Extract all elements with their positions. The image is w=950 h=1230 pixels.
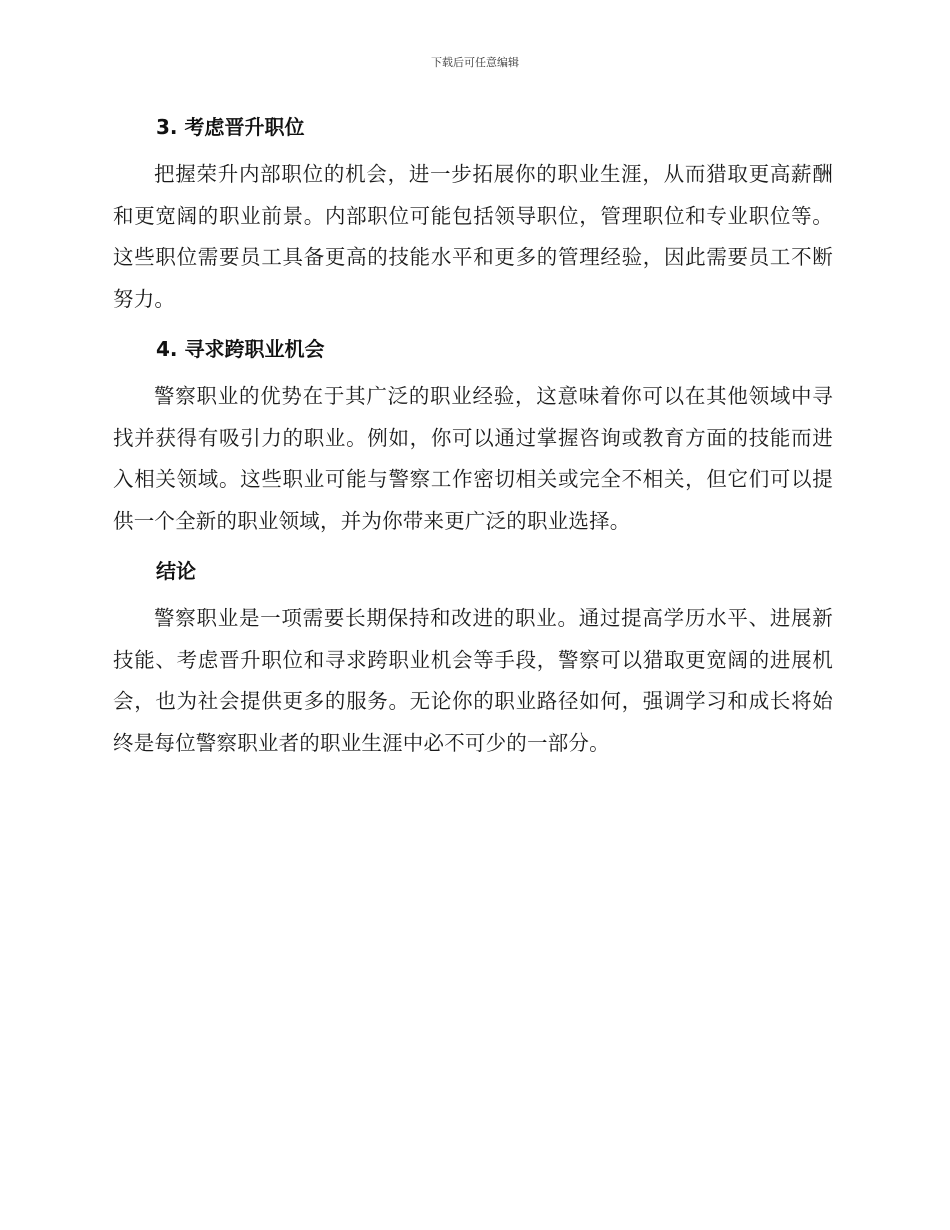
page-header-note: 下载后可任意编辑 <box>431 56 519 69</box>
section-promotion <box>113 108 833 320</box>
section-heading: 4. 寻求跨职业机会 <box>156 337 325 361</box>
section-paragraph: 把握荣升内部职位的机会，进一步拓展你的职业生涯，从而猎取更高薪酬和更宽阔的职业前景。内部职位可能包括领导职位，管理职位和专业职位等。这些职位需要员工具备更高的技能水平和更多的管理经验，因此需要员工不断努力。 <box>113 162 833 311</box>
section-heading: 结论 <box>156 559 196 583</box>
section-paragraph: 警察职业的优势在于其广泛的职业经验，这意味着你可以在其他领域中寻找并获得有吸引力的职业。例如，你可以通过掌握咨询或教育方面的技能而进入相关领域。这些职业可能与警察工作密切相关或完全不相关，但它们可以提供一个全新的职业领域，并为你带来更广泛的职业选择。 <box>113 384 833 533</box>
section-cross-career <box>113 330 833 542</box>
document-body <box>113 108 833 774</box>
section-paragraph: 警察职业是一项需要长期保持和改进的职业。通过提高学历水平、进展新技能、考虑晋升职位和寻求跨职业机会等手段，警察可以猎取更宽阔的进展机会，也为社会提供更多的服务。无论你的职业路径如何，强调学习和成长将始终是每位警察职业者的职业生涯中必不可少的一部分。 <box>113 606 833 755</box>
section-heading: 3. 考虑晋升职位 <box>156 115 305 139</box>
section-conclusion <box>113 552 833 764</box>
